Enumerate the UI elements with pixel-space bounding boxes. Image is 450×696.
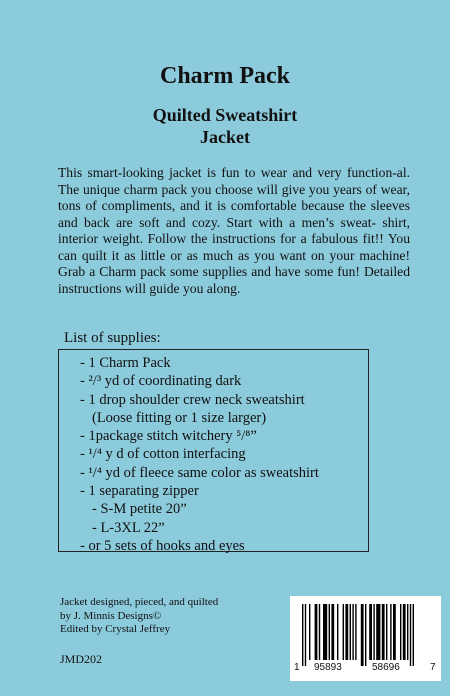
subtitle xyxy=(0,104,450,148)
barcode-bar xyxy=(382,604,385,660)
page-title: Charm Pack xyxy=(160,63,290,89)
supplies-list xyxy=(80,354,370,555)
list-item: - 1 separating zipper xyxy=(80,483,199,500)
barcode-digit-last: 7 xyxy=(430,662,436,673)
barcode-bar xyxy=(352,604,353,660)
barcode-bar xyxy=(376,604,380,660)
barcode-bar xyxy=(305,604,306,666)
barcode-bar xyxy=(337,604,338,660)
barcode-bar xyxy=(302,604,303,666)
list-item: - 1 Charm Pack xyxy=(80,355,171,371)
subtitle-line-1: Quilted Sweatshirt xyxy=(152,105,298,125)
list-item: - S-M petite 20” xyxy=(92,501,187,518)
list-item: - ¹/⁴ yd of fleece same color as sweatshirt xyxy=(80,464,319,481)
intro-paragraph: This smart-looking jacket is fun to wear and very function-al. The unique charm pack you choose will give you years of wear, tons of compliments, and it is comfortable because the sleeves and back are soft and cozy. Start with a men’s sweat- shirt, interior weight. Follow the instructions for a fabulous fit!! You can quilt it as little or as much as you want on your machine! Grab a Charm pack some supplies and have some fun! Detailed instructions will guide you along. xyxy=(58,165,410,296)
list-item: - 1package stitch witchery ⁵/⁸” xyxy=(80,428,257,445)
barcode-bar xyxy=(403,604,406,660)
barcode-bar xyxy=(329,604,330,660)
barcode-bars xyxy=(290,596,441,681)
list-item: - ²/³ yd of coordinating dark xyxy=(80,373,242,390)
credits-line-3: Edited by Crystal Jeffrey xyxy=(60,623,171,635)
barcode-bar xyxy=(400,604,401,660)
list-item: - 1 drop shoulder crew neck sweatshirt xyxy=(80,391,305,408)
product-code: JMD202 xyxy=(60,652,103,666)
barcode-bar xyxy=(407,604,408,660)
barcode-bar xyxy=(355,604,356,660)
list-item: (Loose fitting or 1 size larger) xyxy=(92,409,267,426)
barcode-bar xyxy=(350,604,351,660)
barcode-bar xyxy=(386,604,387,660)
barcode-bar xyxy=(390,604,391,660)
barcode-bar xyxy=(345,604,348,660)
barcode-bar xyxy=(309,604,310,660)
barcode-bar xyxy=(331,604,334,660)
barcode-bar xyxy=(315,604,318,660)
barcode-bar xyxy=(365,604,366,666)
credits-line-1: Jacket designed, pieced, and quilted xyxy=(60,596,219,608)
barcode-digits-left: 95893 xyxy=(314,662,342,673)
barcode-bar xyxy=(361,604,364,666)
barcode-bar xyxy=(369,604,372,660)
barcode-bar xyxy=(343,604,344,660)
subtitle-line-2: Jacket xyxy=(200,127,250,147)
barcode-bar xyxy=(323,604,327,660)
barcode-bar xyxy=(393,604,396,660)
barcode xyxy=(290,596,441,681)
barcode-digits-right: 58696 xyxy=(372,662,400,673)
barcode-bar xyxy=(373,604,374,660)
list-item: - or 5 sets of hooks and eyes xyxy=(80,537,245,554)
barcode-bar xyxy=(413,604,414,666)
list-item: - ¹/⁴ y d of cotton interfacing xyxy=(80,446,246,463)
credits-line-2: by J. Minnis Designs© xyxy=(60,609,162,622)
barcode-bar xyxy=(319,604,320,660)
barcode-digit-first: 1 xyxy=(294,662,300,673)
supplies-heading: List of supplies: xyxy=(64,330,161,346)
credits xyxy=(60,596,218,637)
barcode-bar xyxy=(410,604,411,666)
list-item: - L-3XL 22” xyxy=(92,519,165,536)
